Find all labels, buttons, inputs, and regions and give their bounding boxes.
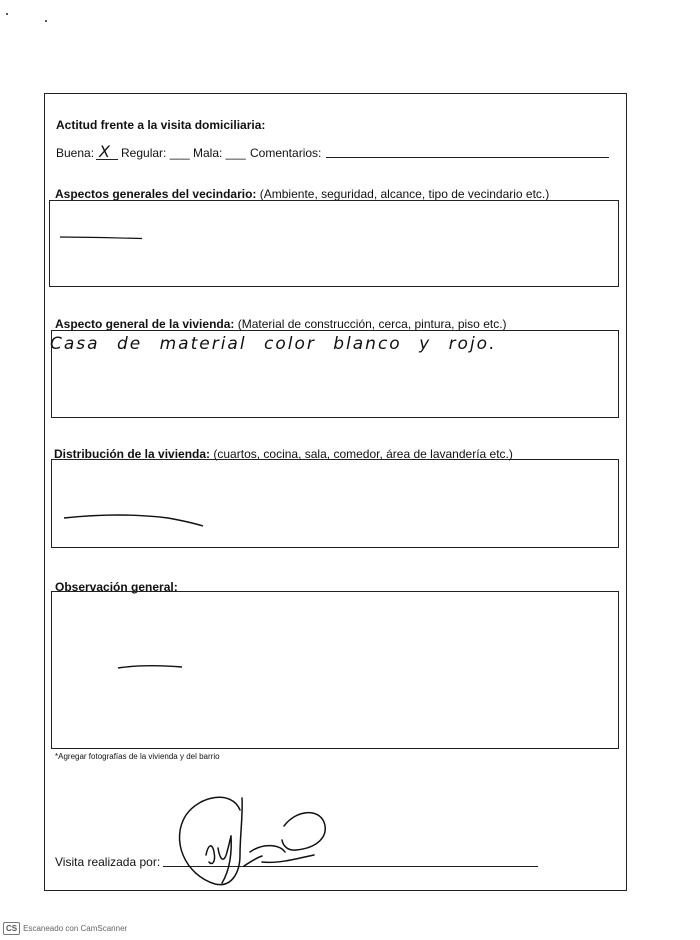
scanner-text: Escaneado con CamScanner (23, 924, 128, 933)
regular-label: Regular: ___ (121, 146, 190, 160)
housing-title: Aspecto general de la vivienda: (55, 317, 235, 331)
observation-title: Observación general: (55, 580, 178, 594)
distribution-title: Distribución de la vivienda: (54, 447, 211, 461)
buena-mark: X (99, 142, 110, 161)
scanner-footer (3, 922, 127, 935)
neighborhood-hint: (Ambiente, seguridad, alcance, tipo de vecindario etc.) (259, 187, 550, 201)
neighborhood-title: Aspectos generales del vecindario: (55, 187, 257, 201)
visit-label: Visita realizada por: (55, 855, 161, 869)
distribution-hint: (cuartos, cocina, sala, comedor, área de lavandería etc.) (213, 447, 513, 461)
buena-label: Buena: (56, 146, 95, 160)
mala-label: Mala: ___ (193, 146, 246, 160)
housing-handwritten-answer: Casa de material color blanco y rojo. (50, 334, 497, 354)
housing-hint: (Material de construcción, cerca, pintura, piso etc.) (237, 317, 507, 331)
photo-note: *Agregar fotografías de la vivienda y del barrio (55, 752, 220, 761)
camscanner-logo-icon: CS (3, 922, 20, 935)
attitude-title: Actitud frente a la visita domiciliaria: (56, 118, 266, 132)
comentarios-label: Comentarios: (250, 146, 322, 160)
